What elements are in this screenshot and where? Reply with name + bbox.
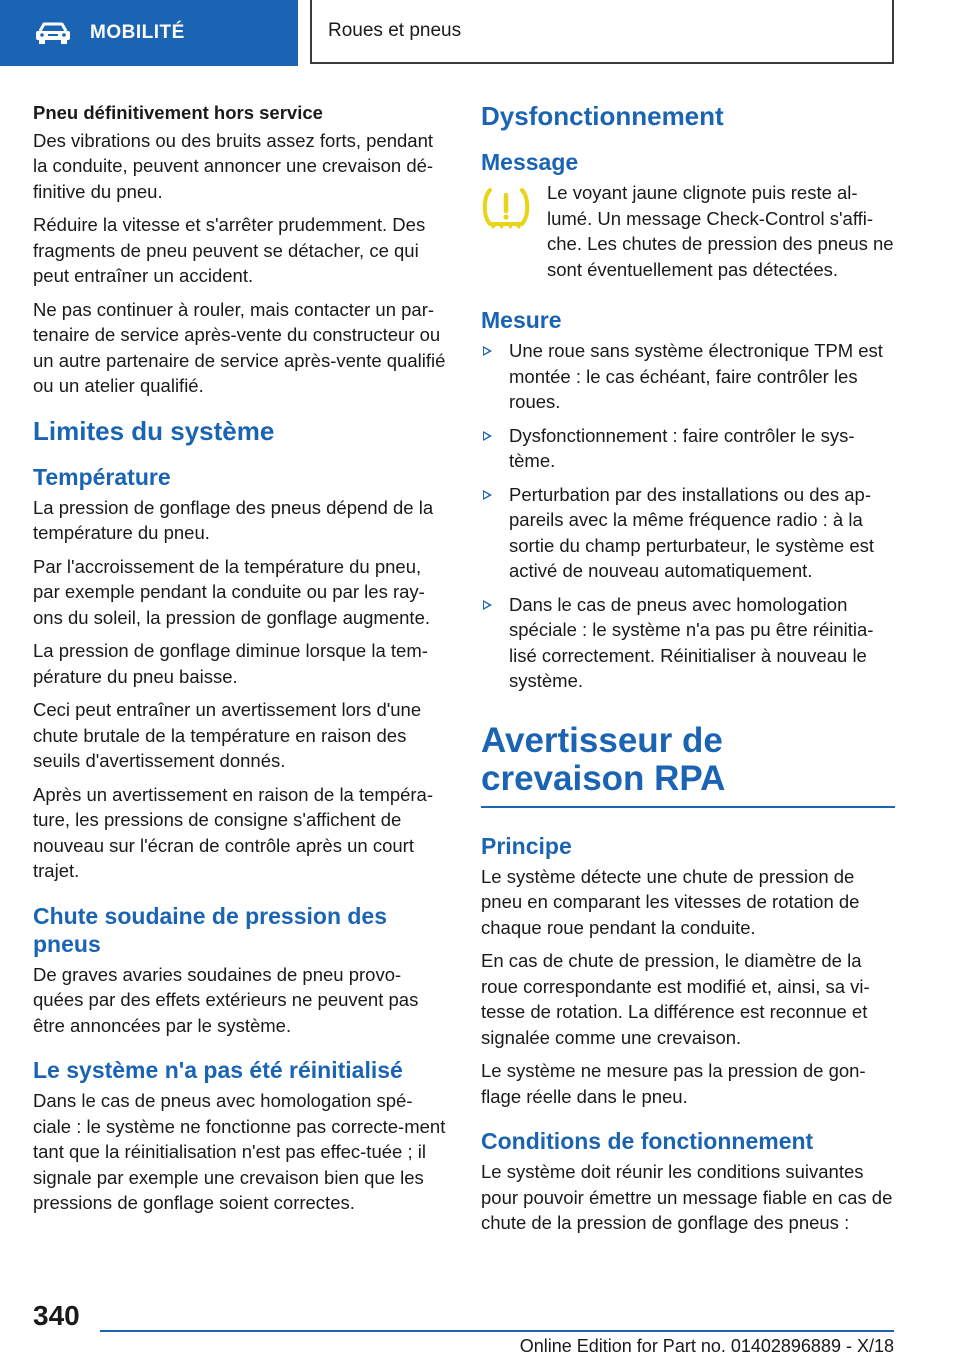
paragraph: Le système détecte une chute de pression de pneu en comparant les vitesses de rotation de chaque roue pendant la conduite. — [481, 865, 860, 938]
page-footer — [0, 1290, 960, 1362]
triangle-bullet-icon — [483, 600, 492, 610]
triangle-bullet-icon — [483, 490, 492, 500]
measure-heading: Mesure — [481, 307, 562, 333]
malfunction-heading: Dysfonctionnement — [481, 101, 724, 131]
left-column — [33, 100, 447, 1224]
message-block — [481, 180, 895, 282]
paragraph: Le système doit réunir les conditions suivantes pour pouvoir émettre un message fiable en cas de chute de la pression de gonflage des pneus : — [481, 1161, 893, 1233]
list-item — [481, 423, 895, 474]
paragraph: En cas de chute de pression, le diamètre de la roue correspondante est modifié et, ainsi, sa vi‐tesse de rotation. La différence est reconnue et signalée comme une crevaison. — [481, 950, 870, 1048]
temperature-heading: Température — [33, 463, 171, 490]
paragraph: Réduire la vitesse et s'arrêter prudemment. Des fragments de pneu peuvent se détacher, ce qui peut entraîner un accident. — [33, 214, 426, 286]
conditions-heading: Conditions de fonctionnement — [481, 1128, 814, 1154]
not-reset-heading: Le système n'a pas été réinitialisé — [33, 1057, 403, 1083]
paragraph: Après un avertissement en raison de la tempéra‐ture, les pressions de consigne s'affichent de nouveau sur l'écran de contrôle après un court trajet. — [33, 783, 434, 881]
principle-heading: Principe — [481, 832, 572, 859]
list-item — [481, 338, 895, 415]
paragraph: Le système ne mesure pas la pression de gon‐flage réelle dans le pneu. — [481, 1060, 866, 1107]
chapter-label: MOBILITÉ — [90, 22, 185, 43]
rpa-heading: Avertisseur de crevaison RPA — [481, 722, 895, 808]
page-number: 340 — [33, 1300, 80, 1331]
chapter-tab[interactable] — [0, 0, 298, 66]
section-tab[interactable] — [310, 0, 894, 64]
page-header — [0, 0, 960, 66]
triangle-bullet-icon — [483, 346, 492, 356]
section-label: Roues et pneus — [328, 20, 462, 41]
paragraph: La pression de gonflage des pneus dépend de la température du pneu. — [33, 496, 434, 543]
footer-divider — [100, 1330, 894, 1332]
list-item — [481, 592, 895, 694]
paragraph: Ceci peut entraîner un avertissement lors d'une chute brutale de la température en raison des seuils d'avertissement donnés. — [33, 699, 422, 771]
tire-failure-heading: Pneu définitivement hors service — [33, 102, 323, 123]
paragraph: Par l'accroissement de la température du pneu, par exemple pendant la conduite ou par les ray‐ons du soleil, la pression de gonflage augmente. — [33, 555, 430, 628]
paragraph: Ne pas continuer à rouler, mais contacter un par‐tenaire de service après-vente du constructeur ou un autre partenaire de service après-vente qualifié ou un atelier qualifié. — [33, 298, 446, 396]
paragraph: Dans le cas de pneus avec homologation spé‐ciale : le système ne fonctionne pas correcte‐ment tant que la réinitialisation n'est pas effec‐tuée ; il signale par exemple une crevaison bien que les pressions de gonflage soient correctes. — [33, 1090, 446, 1213]
message-text — [481, 180, 895, 282]
list-item — [481, 482, 895, 584]
tire-pressure-warning-icon — [481, 186, 531, 230]
measure-list — [481, 338, 895, 694]
paragraph: De graves avaries soudaines de pneu provo‐quées par des effets extérieurs ne peuvent pas être annoncées par le système. — [33, 963, 419, 1036]
list-item-text: Dysfonctionnement : faire contrôler le sys‐tème. — [509, 424, 855, 471]
list-item-text: Perturbation par des installations ou des ap‐pareils avec la même fréquence radio : à la sortie du champ perturbateur, le système est activé de nouveau automatiquement. — [509, 483, 875, 581]
list-item-text: Une roue sans système électronique TPM est montée : le cas échéant, faire contrôler les roues. — [509, 340, 883, 412]
car-icon — [34, 21, 72, 45]
limits-heading: Limites du système — [33, 415, 275, 446]
message-text-content: Le voyant jaune clignote puis reste al‐lumé. Un message Check-Control s'affi‐che. Les chutes de pression des pneus ne sont éventuellement pas détectées. — [547, 182, 894, 280]
paragraph: La pression de gonflage diminue lorsque la tem‐pérature du pneu baisse. — [33, 640, 428, 687]
edition-note: Online Edition for Part no. 01402896889 - X/18 — [519, 1336, 894, 1356]
sudden-drop-heading: Chute soudaine de pression des pneus — [33, 902, 388, 957]
message-heading: Message — [481, 149, 579, 175]
paragraph: Des vibrations ou des bruits assez forts, pendant la conduite, peuvent annoncer une crevaison dé‐finitive du pneu. — [33, 129, 434, 202]
triangle-bullet-icon — [483, 431, 492, 441]
right-column — [481, 100, 895, 1244]
list-item-text: Dans le cas de pneus avec homologation spéciale : le système n'a pas pu être réinitia‐lisé correctement. Réinitialiser à nouveau le système. — [509, 593, 874, 691]
